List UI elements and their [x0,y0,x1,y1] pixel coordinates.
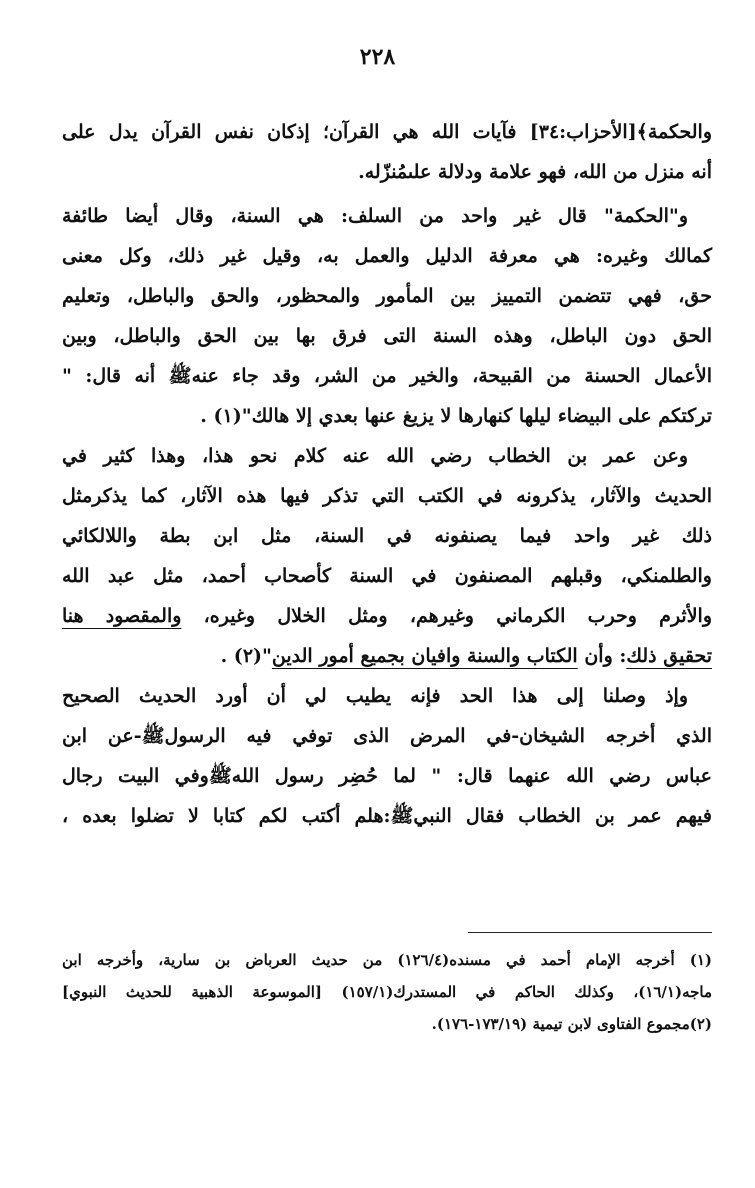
text-line: وإذ وصلنا إلى هذا الحد فإنه يطيب لي أن أورد الحديث الصحيح [62,685,688,707]
text-line: تركتكم على البيضاء ليلها كنهارها لا يزيغ عنها بعدي إلا هالك"(١) . [200,405,712,427]
text-line: الحديث والآثار، يذكرونه في الكتب التي تذكر فيها هذه الآثار، كما يذكرمثل [62,485,712,507]
text-line: والطلمنكي، وقبلهم المصنفون في السنة كأصحاب أحمد، مثل عبد الله [62,565,712,587]
text-line: الذي أخرجه الشيخان-في المرض الذى توفي فيه الرسولﷺ-عن ابن [62,725,712,747]
paragraph-4 [62,676,712,836]
text-line: وعن عمر بن الخطاب رضي الله عنه كلام نحو هذا، وهذا كثير في [62,445,688,467]
page-number: ٢٢٨ [359,44,396,70]
footnotes [62,944,712,1040]
paragraph-2 [62,196,712,436]
paragraph-3 [62,436,712,676]
text-line: فيهم عمر بن الخطاب فقال النبيﷺ:هلم أكتب لكم كتابا لا تضلوا بعده ، [62,805,712,827]
footnote-divider [468,932,712,933]
line-text: "(٢) . [220,645,272,667]
text-line: حق، فهي تتضمن التمييز بين المأمور والمحظور، والحق والباطل، وتعليم [62,285,712,307]
main-text [62,112,712,836]
text-line: و"الحكمة" قال غير واحد من السلف: هي السنة، وقال أيضا طائفة [62,205,688,227]
footnote-line: (١) أخرجه الإمام أحمد في مسنده(١٢٦/٤) من حديث العرباض بن سارية، وأخرجه ابن [62,951,712,969]
text-line: والحكمة﴾[الأحزاب:٣٤] فآيات الله هي القرآن؛ إذكان نفس القرآن يدل على [62,121,712,143]
underlined-text: والمقصود هنا [62,605,182,627]
paragraph-1 [62,112,712,192]
text-line [62,596,712,636]
line-text: : وأن [577,645,627,667]
text-line: عباس رضي الله عنهما قال: " لما حُضِر رسول اللهﷺوفي البيت رجال [62,765,712,787]
text-line: ذلك غير واحد فيما يصنفونه في السنة، مثل ابن بطة واللالكائي [62,525,712,547]
text-line: الحق دون الباطل، وهذه السنة التى فرق بها بين الحق والباطل، وبين [62,325,712,347]
text-line [62,636,712,676]
text-line: الأعمال الحسنة من القبيحة، والخير من الشر، وقد جاء عنهﷺ أنه قال: " [62,365,712,387]
text-line: كمالك وغيره: هي معرفة الدليل والعمل به، وقيل غير ذلك، وكل معنى [62,245,712,267]
underlined-text: الكتاب والسنة وافيان بجميع أمور الدين [271,645,578,667]
footnote-line: (٢)مجموع الفتاوى لابن تيمية (١٧٣/١٩-١٧٦). [431,1015,712,1033]
underlined-text: تحقيق ذلك [626,645,712,667]
text-line: أنه منزل من الله، فهو علامة ودلالة علىمُنزّله. [358,161,712,183]
footnote-line: ماجه(١٦/١)، وكذلك الحاكم في المستدرك(١٥٧/١) [الموسوعة الذهبية للحديث النبوي] [62,983,712,1001]
line-text: والأثرم وحرب الكرماني وغيرهم، ومثل الخلال وغيره، [181,605,713,627]
